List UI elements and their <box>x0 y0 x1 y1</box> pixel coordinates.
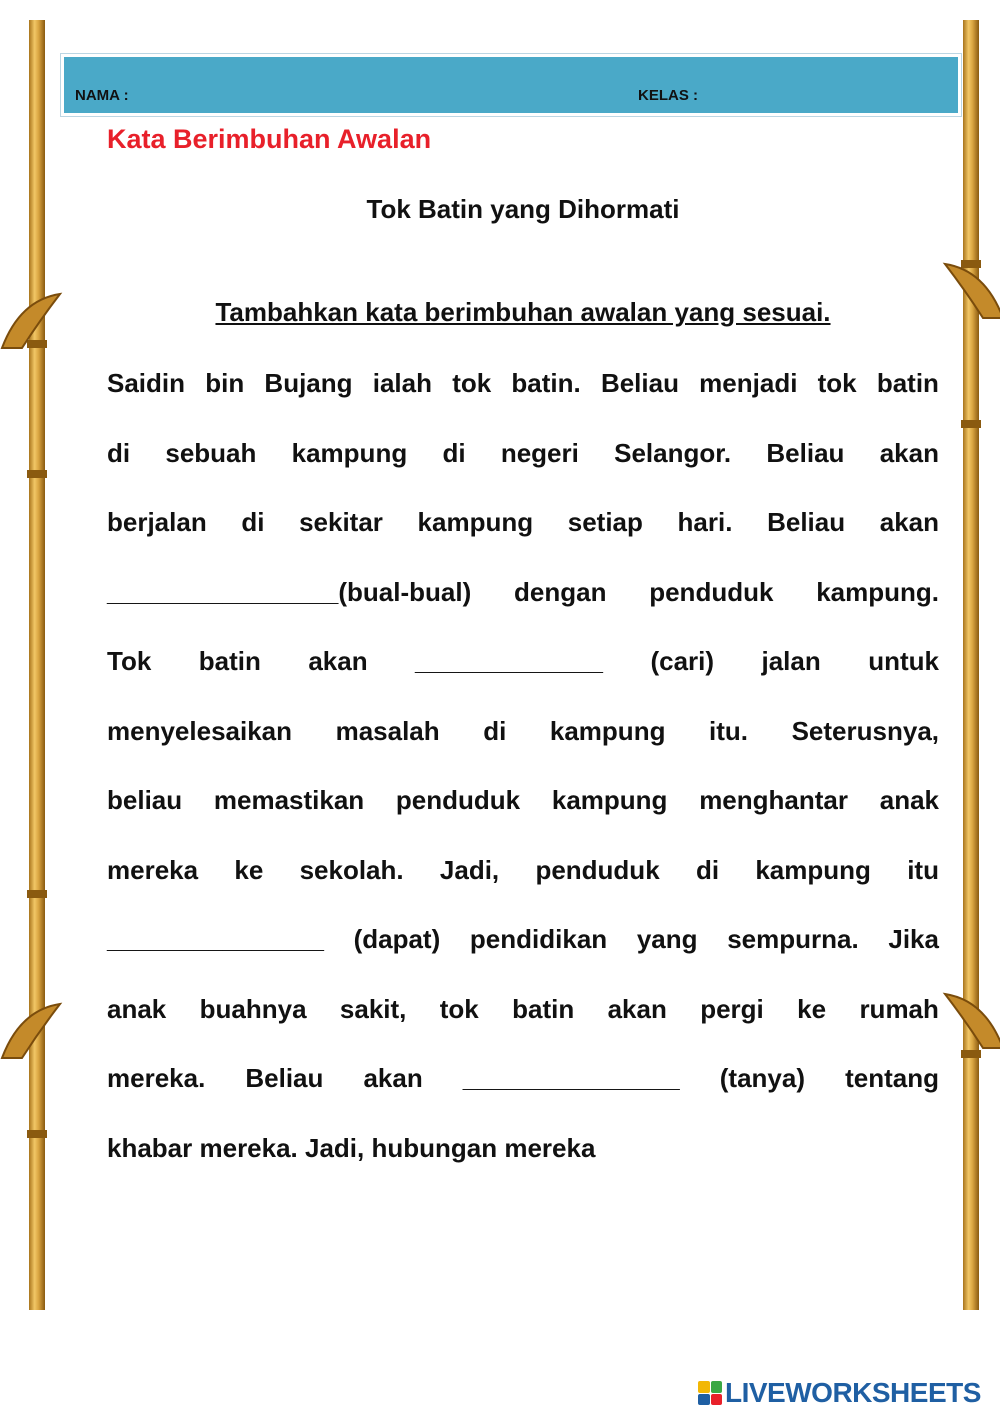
answer-blank[interactable]: ________________(bual-bual) <box>107 576 472 607</box>
passage-word: itu <box>907 854 939 885</box>
passage-word: Beliau <box>245 1063 324 1094</box>
passage-word: buahnya <box>199 993 307 1024</box>
logo-text: LIVEWORKSHEETS <box>725 1377 981 1408</box>
bamboo-branch-left-lower <box>0 1000 70 1060</box>
passage-word: tok <box>452 368 492 399</box>
nama-label: NAMA : <box>75 87 129 104</box>
passage-word: Seterusnya, <box>791 715 939 746</box>
passage-word: pendidikan <box>469 924 608 955</box>
passage-word: anak <box>879 785 939 816</box>
bamboo-left-decoration <box>24 20 50 1310</box>
passage-word: sempurna. <box>727 924 859 955</box>
story-title: Tok Batin yang Dihormati <box>366 194 680 224</box>
passage <box>107 349 939 1183</box>
passage-word: sebuah <box>165 437 257 468</box>
passage-word: kampung <box>755 854 871 885</box>
passage-word: negeri <box>500 437 579 468</box>
passage-word: sakit, <box>339 993 407 1024</box>
passage-word: memastikan <box>213 785 365 816</box>
passage-line <box>107 419 939 489</box>
passage-word: akan <box>879 437 939 468</box>
answer-blank[interactable]: _______________ <box>107 924 324 955</box>
passage-word: kampung. <box>816 576 939 607</box>
passage-word: mereka <box>107 854 199 885</box>
logo-square <box>711 1381 723 1393</box>
passage-word: kampung <box>417 507 534 538</box>
liveworksheets-logo-icon <box>698 1381 722 1405</box>
passage-word: penduduk <box>395 785 521 816</box>
bamboo-branch-right-upper <box>935 260 1000 320</box>
passage-line <box>107 627 939 697</box>
passage-word: menjadi <box>699 368 798 399</box>
logo-square <box>698 1381 710 1393</box>
passage-word: Tok <box>107 646 152 677</box>
passage-word: tok <box>817 368 857 399</box>
passage-line <box>107 766 939 836</box>
passage-word: Bujang <box>264 368 353 399</box>
passage-word: di <box>695 854 720 885</box>
passage-word: tok <box>439 993 479 1024</box>
passage-word: batin <box>876 368 939 399</box>
passage-word: menyelesaikan <box>107 715 293 746</box>
passage-line <box>107 697 939 767</box>
passage-word: di <box>483 715 507 746</box>
passage-line <box>107 488 939 558</box>
passage-word: Jika <box>888 924 939 955</box>
passage-word: ke <box>797 993 827 1024</box>
passage-word: Jadi, <box>439 854 500 885</box>
passage-line <box>107 558 939 628</box>
answer-blank[interactable]: _____________ <box>415 646 604 677</box>
passage-word: (dapat) <box>353 924 441 955</box>
passage-word: Saidin <box>107 368 186 399</box>
passage-word: akan <box>363 1063 423 1094</box>
passage-word: tentang <box>845 1063 939 1094</box>
passage-word: akan <box>308 646 368 677</box>
passage-line: khabar mereka. Jadi, hubungan mereka <box>107 1132 596 1163</box>
passage-word: Beliau <box>600 368 679 399</box>
passage-word: ke <box>234 854 264 885</box>
passage-word: masalah <box>335 715 440 746</box>
passage-word: akan <box>607 993 667 1024</box>
passage-word: sekolah. <box>299 854 404 885</box>
passage-word: Beliau <box>767 507 846 538</box>
passage-word: menghantar <box>699 785 848 816</box>
passage-word: di <box>107 437 131 468</box>
passage-line <box>107 975 939 1045</box>
passage-word: setiap <box>567 507 643 538</box>
passage-word: penduduk <box>535 854 660 885</box>
header-bar <box>64 57 958 113</box>
passage-word: (cari) <box>650 646 715 677</box>
passage-word: kampung <box>291 437 408 468</box>
passage-word: akan <box>879 507 939 538</box>
logo-square <box>698 1394 710 1406</box>
passage-word: rumah <box>859 993 939 1024</box>
subject-title: Kata Berimbuhan Awalan <box>107 124 432 154</box>
passage-word: hari. <box>677 507 733 538</box>
answer-blank[interactable]: _______________ <box>462 1063 680 1094</box>
passage-line <box>107 1044 939 1114</box>
passage-word: batin <box>198 646 261 677</box>
passage-word: batin <box>512 993 575 1024</box>
passage-word: bin <box>205 368 245 399</box>
passage-word: batin. <box>511 368 581 399</box>
passage-word: pergi <box>700 993 764 1024</box>
logo-square <box>711 1394 723 1406</box>
passage-word: jalan <box>761 646 821 677</box>
passage-word: (tanya) <box>719 1063 806 1094</box>
passage-word: di <box>241 507 265 538</box>
bamboo-right-decoration <box>958 20 984 1310</box>
passage-word: Beliau <box>766 437 845 468</box>
passage-word: beliau <box>107 785 183 816</box>
passage-word: penduduk <box>649 576 774 607</box>
passage-line <box>107 836 939 906</box>
passage-word: itu. <box>709 715 749 746</box>
passage-word: dengan <box>514 576 607 607</box>
liveworksheets-logo <box>698 1377 981 1409</box>
passage-word: di <box>442 437 466 468</box>
passage-word: yang <box>636 924 698 955</box>
student-info-header <box>60 53 962 117</box>
instruction-text: Tambahkan kata berimbuhan awalan yang sesuai. <box>215 297 831 327</box>
bamboo-branch-left-upper <box>0 290 70 350</box>
kelas-label: KELAS : <box>638 87 698 104</box>
passage-word: ialah <box>372 368 432 399</box>
passage-word: anak <box>107 993 167 1024</box>
passage-word: kampung <box>551 785 668 816</box>
passage-line <box>107 349 939 419</box>
passage-word: Selangor. <box>614 437 732 468</box>
passage-word: mereka. <box>107 1063 206 1094</box>
passage-word: berjalan <box>107 507 207 538</box>
passage-word: sekitar <box>299 507 383 538</box>
bamboo-branch-right-lower <box>935 990 1000 1050</box>
passage-word: untuk <box>868 646 939 677</box>
passage-line <box>107 905 939 975</box>
passage-word: kampung <box>549 715 666 746</box>
